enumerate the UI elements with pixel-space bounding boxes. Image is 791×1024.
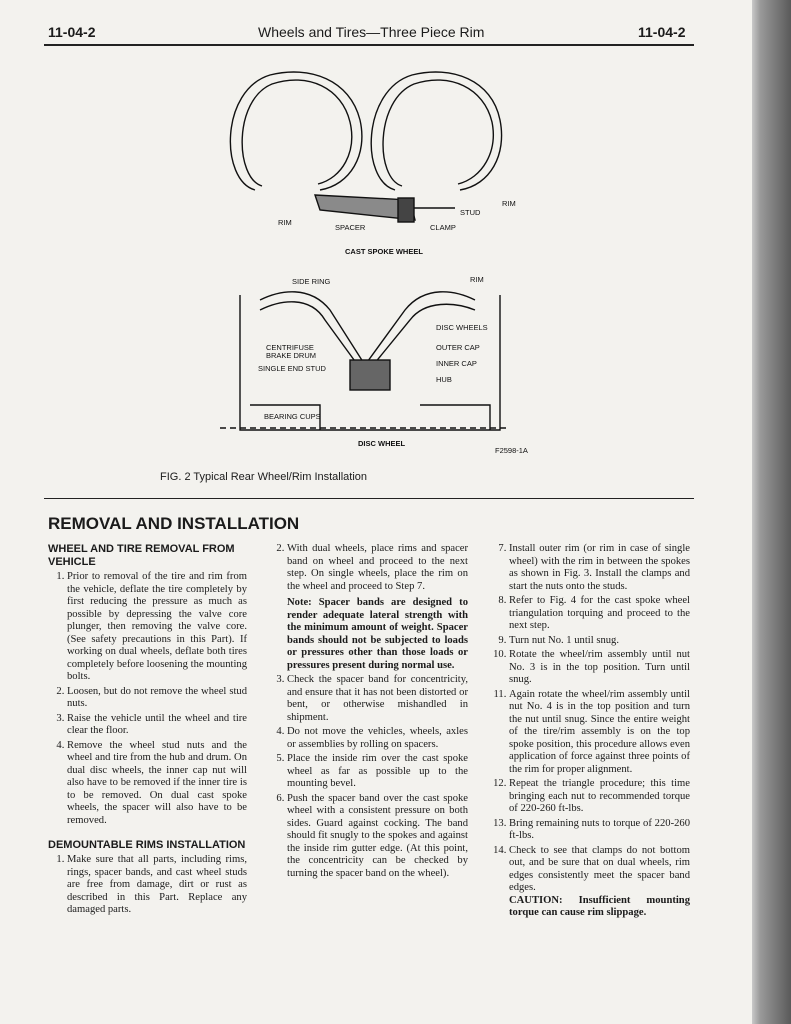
list-item <box>509 845 690 920</box>
list-item: 6. Push the spacer band over the cast spoke wheel with a consistent pressure on both sides. Guard against cocking. The band should fit snugly to the spokes and against the inside rim gutter edge. (At this point, the concentricity can be checked by turning the spacer band on the wheel). <box>287 793 468 881</box>
section-rule <box>44 498 694 499</box>
list-item: 10. Rotate the wheel/rim assembly until nut No. 3 is in the top position. Turn until snug. <box>509 649 690 687</box>
removal-steps <box>48 571 247 827</box>
label-brake-drum-1: CENTRIFUSE <box>266 343 314 352</box>
bearing-area-right <box>420 405 490 430</box>
label-inner-cap: INNER CAP <box>436 359 477 368</box>
step-14-text: Check to see that clamps do not bottom out, and be sure that on dual wheels, rim edges consistently meet the spacer band edges. <box>509 844 690 893</box>
wheel-rim-figure <box>200 60 528 460</box>
installation-steps-2 <box>268 543 468 880</box>
label-disc-wheel: DISC WHEEL <box>358 439 406 448</box>
figure-code: F2598-1A <box>495 446 528 455</box>
step-2-text: With dual wheels, place rims and spacer band on wheel and proceed to the next step. On single wheels, place the rim on the wheel and proceed to Step 7. <box>287 543 468 592</box>
spacer-note: Note: Spacer bands are designed to render adequate lateral strength with the minimum amount of weight. Spacer bands should not be subjected to loads or pressures other than those loads or pressures present during normal use. <box>287 597 468 671</box>
list-item: 12. Repeat the triangle procedure; this time bringing each nut to recommended torque of 220-260 ft-lbs. <box>509 778 690 816</box>
label-spacer: SPACER <box>335 223 366 232</box>
label-brake-drum-2: BRAKE DRUM <box>266 351 317 360</box>
page-header-title: Wheels and Tires—Three Piece Rim <box>258 24 485 40</box>
heading-wheel-tire-removal: WHEEL AND TIRE REMOVAL FROM VEHICLE <box>48 543 235 568</box>
page-number-right: 11-04-2 <box>638 24 686 40</box>
list-item: 13. Bring remaining nuts to torque of 220-260 ft-lbs. <box>509 818 690 843</box>
list-item: 3. Check the spacer band for concentricity, and ensure that it has not been distorted or bent, or otherwise mishandled in shipment. <box>287 674 468 724</box>
list-item: 2. Loosen, but do not remove the wheel stud nuts. <box>67 686 247 711</box>
column-2 <box>268 543 468 882</box>
installation-steps-3 <box>490 543 690 920</box>
label-rim-lower: RIM <box>470 275 484 284</box>
tire-right-inner <box>383 80 493 186</box>
tire-left <box>230 72 362 190</box>
column-3 <box>490 543 690 922</box>
page-number-left: 11-04-2 <box>48 24 96 40</box>
list-item: 8. Refer to Fig. 4 for the cast spoke wheel triangulation torquing and proceed to the next step. <box>509 595 690 633</box>
figure-caption: FIG. 2 Typical Rear Wheel/Rim Installation <box>160 471 368 483</box>
installation-steps-start <box>48 854 247 917</box>
label-rim-right: RIM <box>502 199 516 208</box>
list-item: 9. Turn nut No. 1 until snug. <box>509 635 690 648</box>
label-side-ring: SIDE RING <box>292 277 331 286</box>
label-cast-spoke: CAST SPOKE WHEEL <box>345 247 423 256</box>
list-item: 3. Raise the vehicle until the wheel and tire clear the floor. <box>67 713 247 738</box>
column-1 <box>48 543 247 919</box>
label-rim-left: RIM <box>278 218 292 227</box>
caution-text: CAUTION: Insufficient mounting torque can cause rim slippage. <box>509 894 690 918</box>
list-item <box>287 543 468 672</box>
list-item: 1. Make sure that all parts, including rims, rings, spacer bands, and cast wheel studs are free from damage, dirt or rust as described in this Part. Replace any damaged parts. <box>67 854 247 917</box>
clamp-shape <box>398 198 414 222</box>
label-outer-cap: OUTER CAP <box>436 343 480 352</box>
list-item: 7. Install outer rim (or rim in case of single wheel) with the rim in between the spokes as shown in Fig. 3. Install the clamps and start the nuts onto the studs. <box>509 543 690 593</box>
section-title: REMOVAL AND INSTALLATION <box>48 514 300 533</box>
list-item: 4. Remove the wheel stud nuts and the wheel and tire from the hub and drum. On dual disc wheels, the inner cap nut will also have to be removed if the inner tire is to be removed. On dual cast spoke wheels, the spacer will also have to be removed. <box>67 740 247 828</box>
label-disc-wheels: DISC WHEELS <box>436 323 488 332</box>
header-rule <box>44 44 694 46</box>
tire-right <box>371 72 501 190</box>
heading-demountable-rims: DEMOUNTABLE RIMS INSTALLATION <box>48 839 246 851</box>
label-hub: HUB <box>436 375 452 384</box>
label-clamp: CLAMP <box>430 223 456 232</box>
list-item: 1. Prior to removal of the tire and rim from the vehicle, deflate the tire completely by first reducing the pressure as much as possible by depressing the valve core plunger, then removing the valve core. (See safety precautions in this Part). If working on dual wheels, deflate both tires completely before loosening the mounting bolts. <box>67 571 247 684</box>
label-single-end-stud: SINGLE END STUD <box>258 364 326 373</box>
tire-left-inner <box>242 80 352 186</box>
hub-block <box>350 360 390 390</box>
list-item: 4. Do not move the vehicles, wheels, axles or assemblies by rolling on spacers. <box>287 726 468 751</box>
label-bearing-cups: BEARING CUPS <box>264 412 321 421</box>
scan-edge <box>752 0 791 1024</box>
list-item: 11. Again rotate the wheel/rim assembly until nut No. 4 is in the top position and turn the nut until snug. Since the entire weight of the tire/rim assembly is on the top spoke position, this procedure allows even application of force against three points of the rim for proper alignment. <box>509 689 690 777</box>
label-stud: STUD <box>460 208 481 217</box>
list-item: 5. Place the inside rim over the cast spoke wheel as far as possible up to the mounting bevel. <box>287 753 468 791</box>
